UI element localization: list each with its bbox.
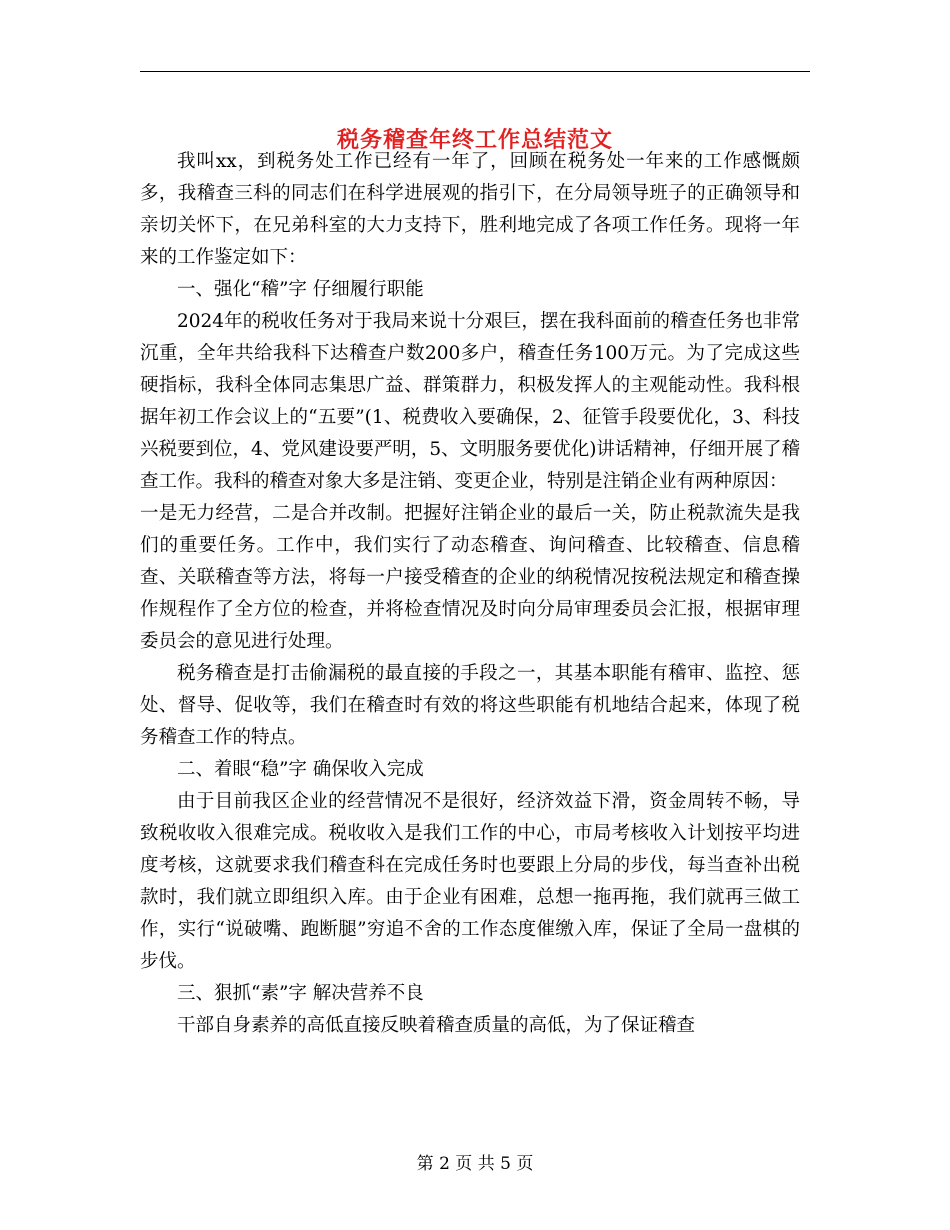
- paragraph: 税务稽查是打击偷漏税的最直接的手段之一，其基本职能有稽审、监控、惩处、督导、促收等，我们在稽查时有效的将这些职能有机地结合起来，体现了税务稽查工作的特点。: [140, 663, 800, 748]
- header-rule: [140, 71, 810, 72]
- paragraph: 干部自身素养的高低直接反映着稽查质量的高低，为了保证稽查: [177, 1015, 696, 1036]
- document-title: 税务稽查年终工作总结范文: [336, 126, 613, 153]
- paragraph: 2024年的税收任务对于我局来说十分艰巨，摆在我科面前的稽查任务也非常沉重，全年共给我科下达稽查户数200多户，稽查任务100万元。为了完成这些硬指标，我科全体同志集思广益、群策群力，积极发挥人的主观能动性。我科根据年初工作会议上的“五要”(1、税费收入要确保，2、征管手段要优化，3、科技兴税要到位，4、党风建设要严明，5、文明服务要优化)讲话精神，仔细开展了稽查工作。我科的稽查对象大多是注销、变更企业，特别是注销企业有两种原因：: [140, 311, 800, 492]
- paragraph: 一是无力经营，二是合并改制。把握好注销企业的最后一关，防止税款流失是我们的重要任务。工作中，我们实行了动态稽查、询问稽查、比较稽查、信息稽查、关联稽查等方法，将每一户接受稽查的企业的纳税情况按税法规定和稽查操作规程作了全方位的检查，并将检查情况及时向分局审理委员会汇报，根据审理委员会的意见进行处理。: [140, 503, 800, 652]
- section-heading: 三、狠抓“素”字 解决营养不良: [177, 983, 424, 1004]
- section-heading: 二、着眼“稳”字 确保收入完成: [177, 759, 424, 780]
- paragraph: 我叫xx，到税务处工作已经有一年了，回顾在税务处一年来的工作感慨颇多，我稽查三科的同志们在科学进展观的指引下，在分局领导班子的正确领导和亲切关怀下，在兄弟科室的大力支持下，胜利地完成了各项工作任务。现将一年来的工作鉴定如下：: [140, 151, 800, 268]
- section-heading: 一、强化“稽”字 仔细履行职能: [177, 279, 424, 300]
- page-number: 第 2 页 共 5 页: [416, 1154, 534, 1174]
- paragraph: 由于目前我区企业的经营情况不是很好，经济效益下滑，资金周转不畅，导致税收收入很难完成。税收收入是我们工作的中心，市局考核收入计划按平均进度考核，这就要求我们稽查科在完成任务时也要跟上分局的步伐，每当查补出税款时，我们就立即组织入库。由于企业有困难，总想一拖再拖，我们就再三做工作，实行“说破嘴、跑断腿”穷追不舍的工作态度催缴入库，保证了全局一盘棋的步伐。: [140, 791, 800, 972]
- document-body: [140, 146, 800, 1042]
